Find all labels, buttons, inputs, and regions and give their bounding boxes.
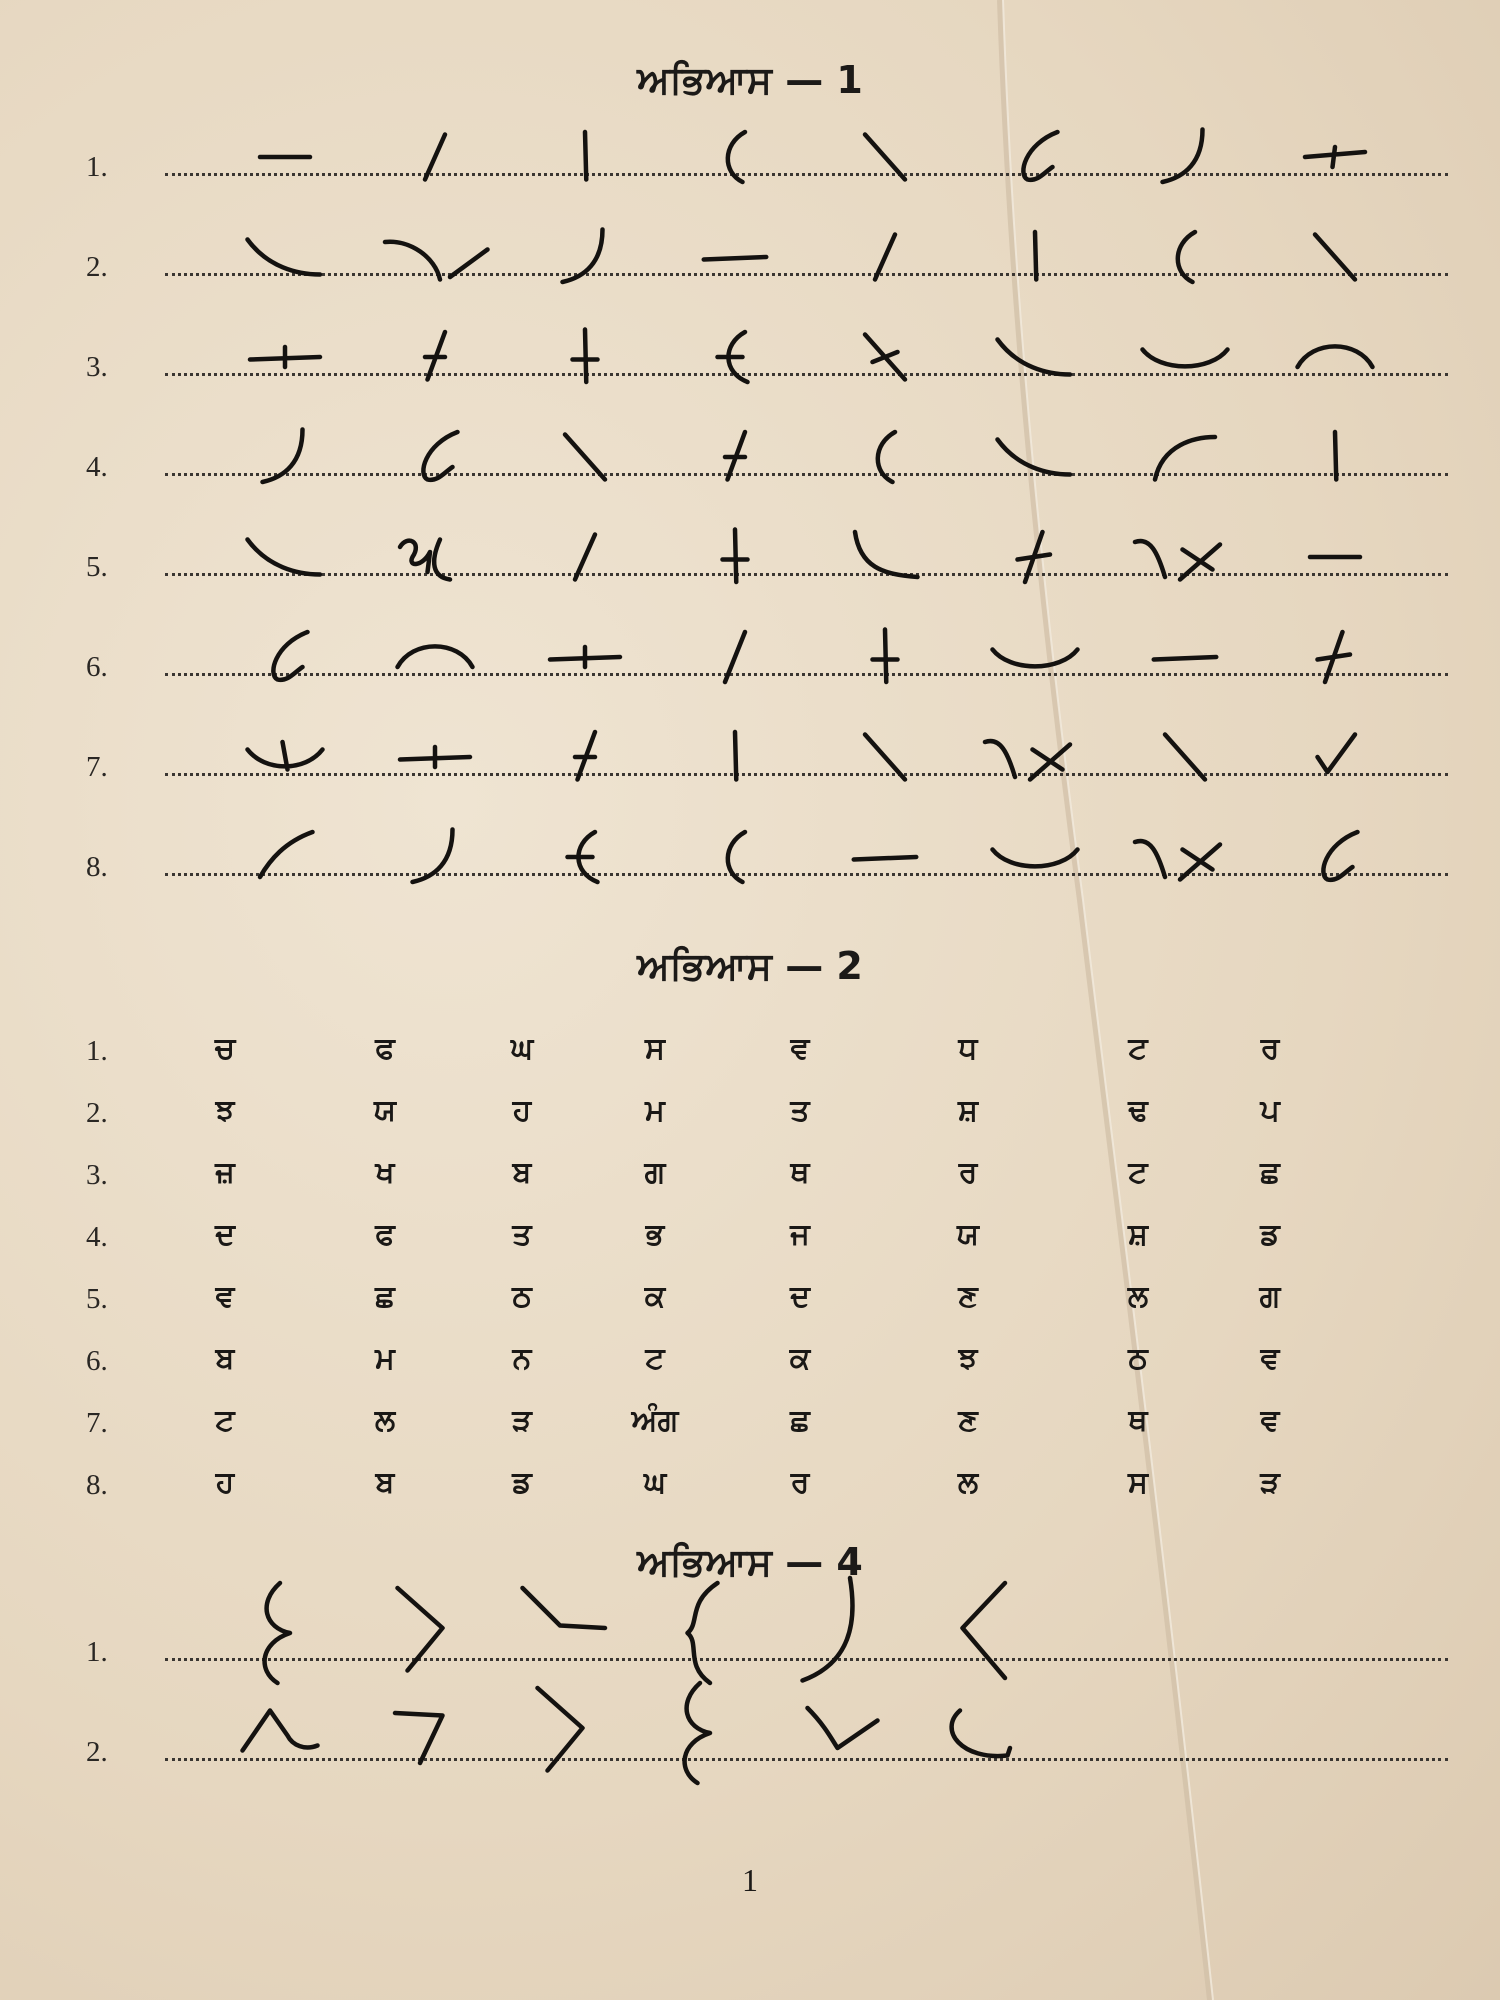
section2-letter: ਲ	[957, 1465, 979, 1500]
section2-letter: ਟ	[645, 1341, 665, 1376]
section1-row-number: 3.	[86, 351, 108, 383]
section2-letter: ਣ	[958, 1403, 978, 1438]
section2-letter: ਵ	[790, 1031, 810, 1066]
section1-stroke-vertical	[1035, 232, 1036, 280]
section1-stroke-check	[1318, 735, 1356, 773]
section2-row-number: 5.	[86, 1283, 108, 1315]
section2-letter: ਸ	[645, 1031, 665, 1066]
section1-stroke-forward-slant	[425, 135, 445, 180]
section4-stroke-row	[165, 1578, 1455, 1688]
section1-row-number: 5.	[86, 551, 108, 583]
section1-stroke-back-slant	[865, 135, 905, 180]
section2-row-number: 2.	[86, 1097, 108, 1129]
section4-stroke-hook-angle	[243, 1711, 318, 1751]
section2-letter: ਸ	[1128, 1465, 1148, 1500]
section2-letter: ਕ	[644, 1279, 666, 1314]
section2-letter: ਪ	[1260, 1093, 1280, 1128]
section2-letter: ਢ	[1128, 1093, 1148, 1128]
section2-letter: ਠ	[1128, 1341, 1148, 1376]
section4-stroke-slant-hook	[523, 1588, 606, 1628]
section1-title: ਅਭਿਆਸ — 1	[637, 58, 863, 102]
section2-letter: ਵ	[215, 1279, 235, 1314]
section1-row-number: 1.	[86, 151, 108, 183]
section1-stroke-back-slant	[865, 735, 905, 780]
section2-letter: ਤ	[790, 1093, 810, 1128]
section2-letter: ਜ਼	[215, 1155, 235, 1190]
section2-row-number: 1.	[86, 1035, 108, 1067]
section1-stroke-right-curve	[563, 230, 603, 283]
section2-letter: ਮ	[645, 1093, 665, 1128]
section2-letter: ਡ	[1260, 1217, 1280, 1252]
section2-letter: ਗ	[1259, 1279, 1281, 1314]
section4-stroke-angle-right	[398, 1588, 443, 1671]
section1-stroke-hook-curve	[423, 432, 457, 480]
section1-stroke-back-slant	[565, 435, 605, 480]
section1-stroke-left-curve	[878, 432, 895, 482]
section2-letter: ਤ	[512, 1217, 532, 1252]
section1-stroke-horizontal-thick	[704, 257, 767, 260]
section1-stroke-right-curve	[1163, 130, 1203, 183]
section1-stroke-row	[165, 217, 1455, 297]
section1-stroke-cross	[1305, 147, 1365, 167]
section1-stroke-arc-up-left	[1155, 437, 1215, 480]
section4-stroke-long-curve	[803, 1578, 853, 1681]
section1-stroke-left-curve-tick	[718, 332, 748, 382]
section1-stroke-vertical	[1335, 432, 1336, 480]
section2-letter: ਬ	[512, 1155, 532, 1190]
section1-stroke-hook-x	[1135, 541, 1220, 579]
section1-stroke-arc-up-slant	[385, 242, 488, 280]
section1-stroke-arc-down	[998, 340, 1071, 375]
section1-stroke-arc-down	[248, 240, 321, 275]
section2-letter: ਨ	[512, 1341, 532, 1376]
section2-letter: ਦ	[215, 1217, 235, 1252]
section4-stroke-angle-left	[963, 1583, 1006, 1678]
section2-letter: ਥ	[1128, 1403, 1148, 1438]
section1-stroke-slant-tick	[1018, 532, 1051, 582]
section1-stroke-horizontal-thick	[1154, 657, 1217, 660]
section1-row-number: 7.	[86, 751, 108, 783]
section1-stroke-arc-down	[248, 540, 321, 575]
section1-stroke-horizontal-tick	[250, 347, 320, 367]
section1-stroke-row	[165, 817, 1455, 897]
section2-row-number: 6.	[86, 1345, 108, 1377]
section1-stroke-forward-slant	[875, 235, 895, 280]
section2-letter: ਣ	[958, 1279, 978, 1314]
section1-stroke-vertical-tick	[873, 630, 898, 683]
section1-stroke-vertical	[585, 132, 586, 180]
section1-stroke-hook-curve	[273, 632, 307, 680]
section2-letter: ਛ	[790, 1403, 810, 1438]
section2-letter: ਰ	[1260, 1031, 1280, 1066]
section2-letter: ਬ	[375, 1465, 395, 1500]
section2-letter: ਗ	[644, 1155, 666, 1190]
section1-stroke-arc-down	[998, 440, 1071, 475]
section1-stroke-vertical	[735, 732, 736, 780]
section1-stroke-row	[165, 517, 1455, 597]
section2-letter: ਦ	[790, 1279, 810, 1314]
section1-row-number: 6.	[86, 651, 108, 683]
section2-letter: ਝ	[958, 1341, 978, 1376]
section2-letter: ਯ	[956, 1217, 980, 1252]
section1-stroke-loop-hook	[400, 540, 450, 580]
section1-stroke-right-curve	[263, 430, 303, 483]
section2-letter: ਝ	[215, 1093, 235, 1128]
section4-stroke-brace	[688, 1583, 718, 1683]
section2-letter: ਘ	[510, 1031, 534, 1066]
section2-letter: ਯ	[373, 1093, 397, 1128]
section1-stroke-left-curve	[1178, 232, 1195, 282]
section2-letter: ਖ	[375, 1155, 395, 1190]
section2-letter: ਵ	[1260, 1403, 1280, 1438]
section2-letter: ਟ	[1128, 1031, 1148, 1066]
section2-letter: ਲ	[374, 1403, 396, 1438]
section2-letter: ਹ	[215, 1465, 235, 1500]
section1-stroke-row	[165, 317, 1455, 397]
section2-letter: ਹ	[512, 1093, 532, 1128]
section1-stroke-right-curve	[413, 830, 453, 883]
section4-stroke-s-curve	[685, 1683, 710, 1783]
section1-stroke-forward-slant-thick	[725, 632, 745, 682]
section1-stroke-row	[165, 417, 1455, 497]
section2-row-number: 7.	[86, 1407, 108, 1439]
section4-row-number: 2.	[86, 1736, 108, 1768]
section1-stroke-hook-curve	[1023, 132, 1057, 180]
section1-stroke-horizontal-tick	[550, 647, 620, 667]
section4-stroke-row	[165, 1678, 1455, 1788]
section1-row-number: 8.	[86, 851, 108, 883]
section1-stroke-back-slant	[1315, 235, 1355, 280]
section2-letter: ਅੰਗ	[631, 1403, 679, 1438]
section2-letter: ਜ	[790, 1217, 810, 1252]
section2-letter: ਥ	[790, 1155, 810, 1190]
section4-stroke-check-v	[808, 1708, 878, 1748]
section2-letter: ਛ	[375, 1279, 395, 1314]
section1-stroke-left-curve	[728, 832, 745, 882]
section2-letter: ਬ	[215, 1341, 235, 1376]
section2-letter: ੜ	[1260, 1465, 1280, 1500]
section1-stroke-back-slant-tick	[865, 335, 905, 380]
section1-stroke-hook-curve	[1323, 832, 1357, 880]
section2-letter: ਚ	[214, 1031, 236, 1066]
section1-stroke-hook-x	[985, 741, 1070, 779]
section1-stroke-horizontal-thick	[854, 857, 917, 860]
section2-letter: ੜ	[512, 1403, 532, 1438]
section2-letter: ਛ	[1260, 1155, 1280, 1190]
section1-stroke-arc-low	[1143, 350, 1228, 367]
section1-stroke-horizontal-tick	[400, 747, 470, 767]
section2-letter: ਧ	[958, 1031, 978, 1066]
section1-stroke-left-curve	[728, 132, 745, 182]
section1-stroke-forward-slant-tick	[725, 432, 745, 480]
section1-stroke-slant-tick	[1318, 632, 1351, 682]
section2-title: ਅਭਿਆਸ — 2	[637, 944, 863, 988]
section4-title: ਅਭਿਆਸ — 4	[637, 1540, 863, 1584]
section1-stroke-forward-slant-tick	[575, 732, 595, 780]
section4-stroke-s-curve	[265, 1583, 290, 1683]
section2-letter: ਸ਼	[958, 1093, 978, 1128]
section1-stroke-arc-up	[398, 646, 473, 667]
section1-stroke-forward-slant	[575, 535, 595, 580]
section4-stroke-seven	[395, 1713, 443, 1763]
section1-stroke-arc-low	[993, 650, 1078, 667]
section2-letter: ਡ	[512, 1465, 532, 1500]
section2-letter: ਰ	[790, 1465, 810, 1500]
section2-letter: ਲ	[1127, 1279, 1149, 1314]
page-number: 1	[742, 1862, 758, 1898]
section4-row-number: 1.	[86, 1636, 108, 1668]
section1-row-number: 2.	[86, 251, 108, 283]
section2-letter: ਠ	[512, 1279, 532, 1314]
section2-letter: ਫ	[375, 1217, 395, 1252]
section2-letter: ਸ਼	[1128, 1217, 1148, 1252]
section2-letter: ਟ	[215, 1403, 235, 1438]
section1-stroke-arc-up	[1298, 346, 1373, 367]
section1-stroke-row	[165, 117, 1455, 197]
section2-letter: ਵ	[1260, 1341, 1280, 1376]
section1-stroke-hook-x	[1135, 841, 1220, 879]
section1-stroke-back-slant	[1165, 735, 1205, 780]
section4-stroke-angle-right	[538, 1688, 583, 1771]
section2-row-number: 4.	[86, 1221, 108, 1253]
section2-letter: ਭ	[645, 1217, 665, 1252]
section1-stroke-arc-low	[993, 850, 1078, 867]
section4-stroke-hook-low	[952, 1711, 1010, 1757]
section1-stroke-row	[165, 617, 1455, 697]
section1-stroke-arc-tick	[248, 742, 323, 770]
section2-letter: ਮ	[375, 1341, 395, 1376]
section2-letter: ਕ	[789, 1341, 811, 1376]
section2-row-number: 3.	[86, 1159, 108, 1191]
section1-stroke-hook-left	[260, 832, 313, 877]
section1-stroke-left-curve-tick	[568, 832, 598, 882]
section2-row-number: 8.	[86, 1469, 108, 1501]
section1-stroke-vertical-tick	[723, 530, 748, 583]
section1-stroke-arc-corner	[855, 532, 918, 577]
section2-letter: ਘ	[643, 1465, 667, 1500]
section1-stroke-vertical-tick	[573, 330, 598, 383]
section2-letter: ਫ	[375, 1031, 395, 1066]
section1-stroke-forward-slant-tick	[425, 332, 445, 380]
section2-letter: ਟ	[1128, 1155, 1148, 1190]
section2-letter: ਰ	[958, 1155, 978, 1190]
section1-stroke-row	[165, 717, 1455, 797]
section1-row-number: 4.	[86, 451, 108, 483]
